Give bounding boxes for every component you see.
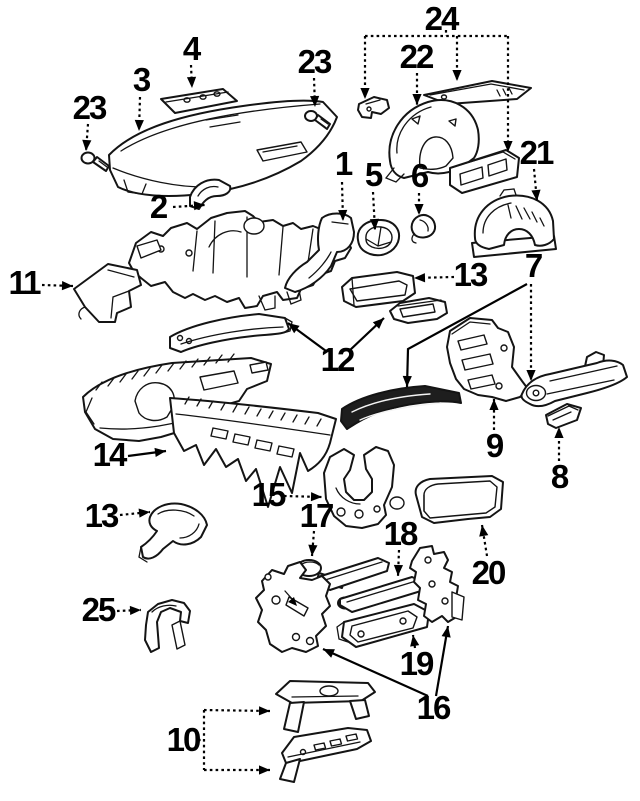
screw-part-23-left bbox=[82, 153, 110, 172]
lower-trim-panel-part-11 bbox=[74, 264, 141, 322]
callout-7: 7 bbox=[524, 247, 542, 284]
callout-14: 14 bbox=[92, 436, 126, 473]
arrowhead-24 bbox=[452, 70, 461, 81]
arrowhead-16 bbox=[442, 626, 451, 638]
callout-13b: 13 bbox=[84, 497, 118, 534]
arrowhead-13b bbox=[139, 509, 150, 518]
callout-22: 22 bbox=[399, 38, 433, 75]
cap-part-6 bbox=[412, 215, 435, 243]
callout-6: 6 bbox=[410, 157, 428, 194]
side-panel-part-9 bbox=[447, 318, 528, 401]
callout-11: 11 bbox=[8, 264, 40, 301]
arrowhead-25 bbox=[130, 606, 141, 615]
callout-17: 17 bbox=[299, 497, 333, 534]
arrowhead-24 bbox=[360, 88, 369, 99]
storage-bin-part-20 bbox=[416, 476, 503, 523]
arrowhead-6 bbox=[414, 204, 423, 215]
arrowhead-18 bbox=[394, 565, 403, 576]
arrowhead-11 bbox=[62, 281, 73, 290]
callout-25: 25 bbox=[81, 591, 115, 628]
callout-20: 20 bbox=[471, 554, 505, 591]
arrowhead-3 bbox=[135, 120, 144, 131]
callout-23a: 23 bbox=[72, 89, 106, 126]
callout-16: 16 bbox=[416, 689, 450, 726]
callout-15: 15 bbox=[251, 476, 285, 513]
arrowhead-9 bbox=[489, 399, 498, 410]
callout-5: 5 bbox=[364, 156, 382, 193]
callout-21: 21 bbox=[519, 134, 553, 171]
callout-4: 4 bbox=[182, 30, 200, 67]
arrowhead-13a bbox=[414, 273, 425, 282]
callout-9: 9 bbox=[485, 427, 503, 464]
arrowhead-10 bbox=[259, 765, 270, 774]
callout-12: 12 bbox=[320, 341, 354, 378]
arrowhead-23a bbox=[82, 140, 91, 151]
vent-outlet-ring-part-5 bbox=[358, 220, 399, 255]
arrowhead-7 bbox=[403, 376, 412, 387]
clip-part-24a bbox=[358, 97, 389, 118]
callout-2: 2 bbox=[149, 188, 167, 225]
sill-trim-part-7-right bbox=[521, 352, 627, 406]
callout-3: 3 bbox=[132, 61, 150, 98]
mount-bracket-part-10-top bbox=[276, 681, 375, 732]
cluster-bezel-part-21 bbox=[472, 189, 556, 257]
callout-23b: 23 bbox=[297, 43, 331, 80]
support-brace-part-12-left bbox=[170, 314, 292, 352]
arrowhead-20 bbox=[479, 525, 488, 537]
callout-10: 10 bbox=[166, 721, 200, 758]
arrowhead-14 bbox=[154, 448, 166, 457]
arrowhead-22 bbox=[412, 94, 421, 105]
callout-8: 8 bbox=[550, 458, 568, 495]
mount-bracket-part-10-bottom bbox=[280, 728, 371, 782]
callout-24: 24 bbox=[424, 0, 458, 37]
callout-1: 1 bbox=[334, 145, 352, 182]
callout-19: 19 bbox=[399, 645, 433, 682]
lower-dash-trim-part-7-left bbox=[341, 386, 461, 429]
arrowhead-10 bbox=[259, 706, 270, 715]
saddle-bracket-part-25 bbox=[145, 600, 190, 652]
arrowhead-4 bbox=[187, 77, 196, 88]
bracket-plate-part-8 bbox=[546, 404, 581, 428]
callout-18: 18 bbox=[383, 515, 417, 552]
callout-13a: 13 bbox=[453, 256, 487, 293]
